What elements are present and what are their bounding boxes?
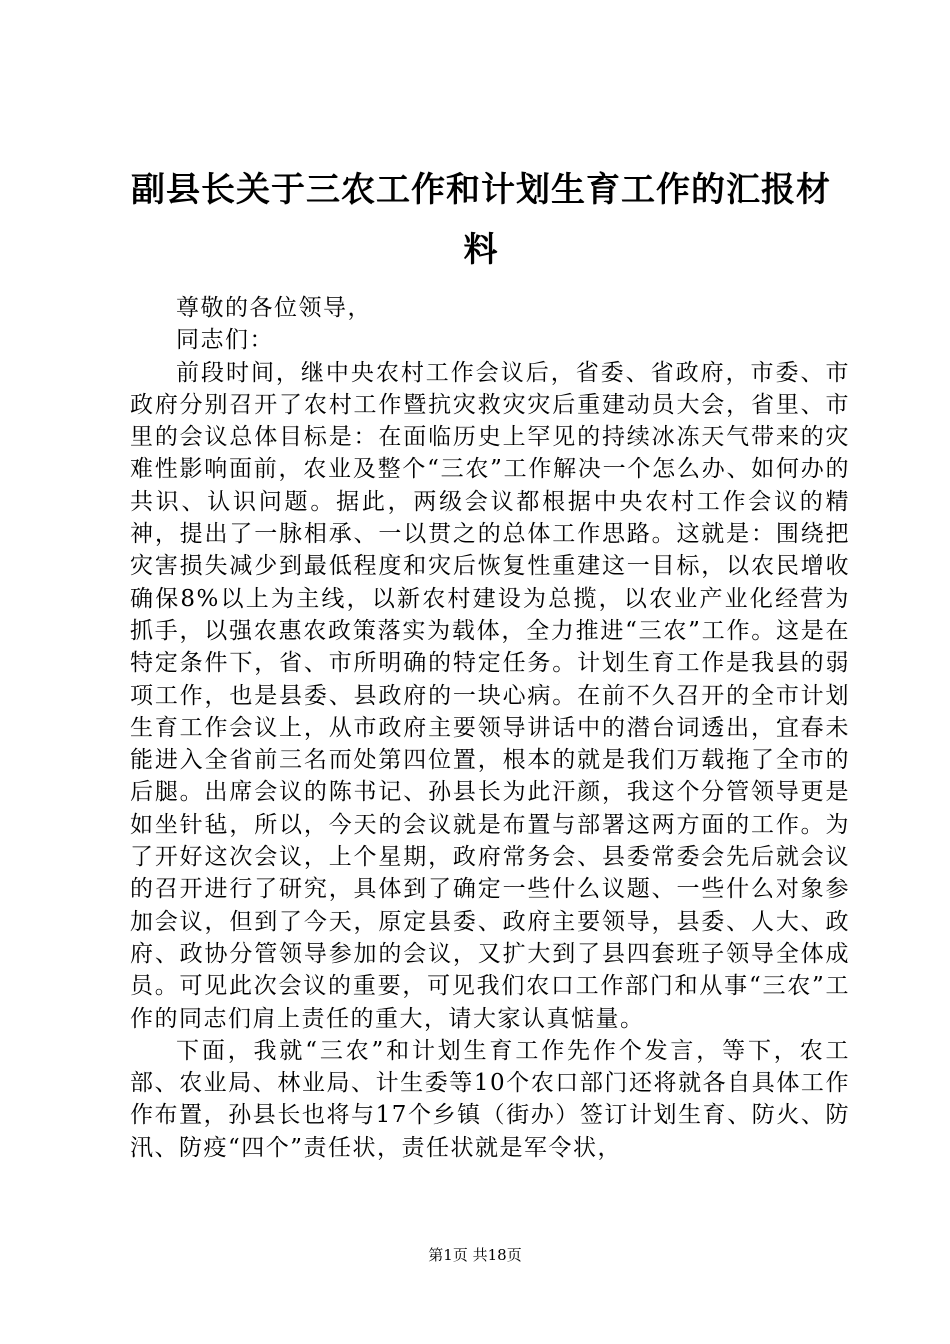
page-indicator: 第1页 共18页 — [428, 1246, 522, 1264]
salutation-leaders: 尊敬的各位领导， — [176, 295, 372, 321]
document-title: 副县长关于三农工作和计划生育工作的汇报材料 — [131, 170, 831, 270]
salutation-comrades: 同志们： — [176, 327, 274, 354]
document-body — [130, 292, 850, 1164]
page-footer — [0, 1246, 950, 1264]
body-paragraph: 下面，我就“三农”和计划生育工作先作个发言，等下，农工部、农业局、林业局、计生委等10个农口部门还将就各自具体工作作布置，孙县长也将与17个乡镇（街办）签订计划生育、防火、防汛、防疫“四个”责任状，责任状就是军令状， — [130, 1037, 850, 1161]
body-paragraph: 前段时间，继中央农村工作会议后，省委、省政府，市委、市政府分别召开了农村工作暨抗灾救灾灾后重建动员大会，省里、市里的会议总体目标是：在面临历史上罕见的持续冰冻天气带来的灾难性影响面前，农业及整个“三农”工作解决一个怎么办、如何办的共识、认识问题。据此，两级会议都根据中央农村工作会议的精神，提出了一脉相承、一以贯之的总体工作思路。这就是：围绕把灾害损失减少到最低程度和灾后恢复性重建这一目标，以农民增收确保8%以上为主线，以新农村建设为总揽，以农业产业化经营为抓手，以强农惠农政策落实为载体，全力推进“三农”工作。这是在特定条件下，省、市所明确的特定任务。计划生育工作是我县的弱项工作，也是县委、县政府的一块心病。在前不久召开的全市计划生育工作会议上，从市政府主要领导讲话中的潜台词透出，宜春未能进入全省前三名而处第四位置，根本的就是我们万载拖了全市的后腿。出席会议的陈书记、孙县长为此汗颜，我这个分管领导更是如坐针毡，所以，今天的会议就是布置与部署这两方面的工作。为了开好这次会议，上个星期，政府常务会、县委常委会先后就会议的召开进行了研究，具体到了确定一些什么议题、一些什么对象参加会议，但到了今天，原定县委、政府主要领导，县委、人大、政府、政协分管领导参加的会议，又扩大到了县四套班子领导全体成员。可见此次会议的重要，可见我们农口工作部门和从事“三农”工作的同志们肩上责任的重大，请大家认真惦量。 — [130, 359, 850, 1032]
